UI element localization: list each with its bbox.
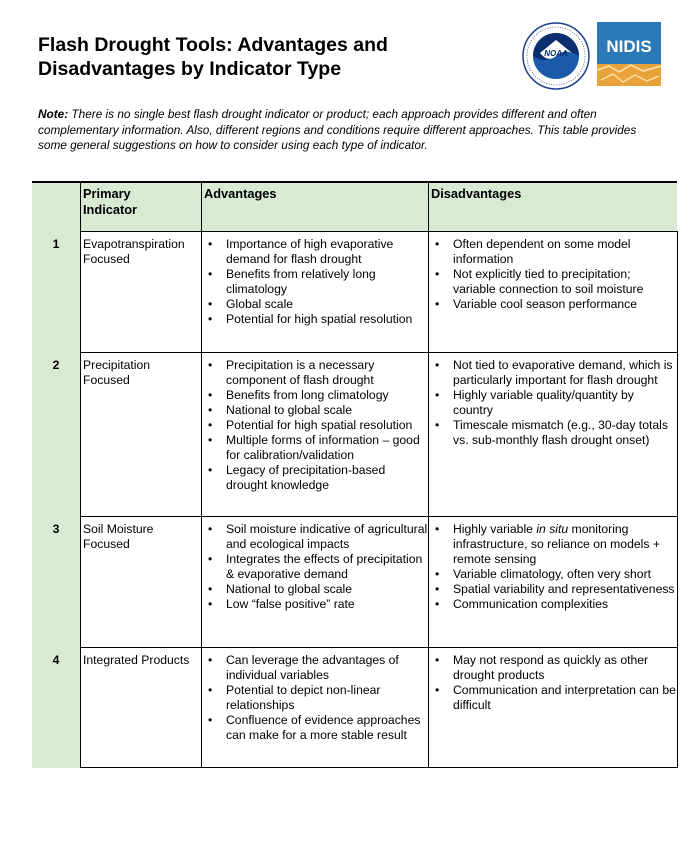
table-row	[32, 517, 677, 648]
list-item: • National to global scale	[202, 403, 428, 418]
header-disadvantages: Disadvantages	[429, 182, 678, 232]
list-item: • Timescale mismatch (e.g., 30-day totals vs. sub-monthly flash drought onset)	[429, 418, 677, 448]
list-item: • Highly variable quality/quantity by country	[429, 388, 677, 418]
row-number: 3	[32, 517, 81, 648]
header-primary-indicator: Primary Indicator	[81, 182, 202, 232]
row-disadvantages	[429, 648, 678, 768]
list-item: • Communication complexities	[429, 597, 677, 612]
list-item: • Potential to depict non-linear relationships	[202, 683, 428, 713]
row-number: 4	[32, 648, 81, 768]
list-item: • Variable cool season performance	[429, 297, 677, 312]
list-item: • Potential for high spatial resolution	[202, 312, 428, 327]
list-item: • Highly variable in situ monitoring infrastructure, so reliance on models + remote sensing	[429, 522, 677, 567]
note-paragraph	[38, 107, 653, 154]
noaa-logo-text: NOAA	[544, 49, 568, 58]
list-item: • Multiple forms of information – good for calibration/validation	[202, 433, 428, 463]
nidis-logo-text: NIDIS	[606, 37, 652, 56]
list-item: • Low “false positive” rate	[202, 597, 428, 612]
list-item: • May not respond as quickly as other drought products	[429, 653, 677, 683]
list-item: • Precipitation is a necessary component of flash drought	[202, 358, 428, 388]
list-item: • Global scale	[202, 297, 428, 312]
list-item: • Soil moisture indicative of agricultural and ecological impacts	[202, 522, 428, 552]
note-text: There is no single best flash drought indicator or product; each approach provides different and often complementary information. Also, different regions and conditions require different approaches. This table provides some general suggestions on how to consider using each type of indicator.	[38, 107, 637, 152]
noaa-logo	[522, 22, 590, 90]
list-item: • Can leverage the advantages of individual variables	[202, 653, 428, 683]
page-title	[38, 33, 478, 81]
table-row	[32, 648, 677, 768]
list-item: • Benefits from long climatology	[202, 388, 428, 403]
header-number-cell	[32, 182, 81, 232]
list-item: • Variable climatology, often very short	[429, 567, 677, 582]
list-item: • Not tied to evaporative demand, which is particularly important for flash drought	[429, 358, 677, 388]
header-advantages: Advantages	[202, 182, 429, 232]
title-line-1: Flash Drought Tools: Advantages and	[38, 34, 388, 56]
list-item: • Confluence of evidence approaches can make for a more stable result	[202, 713, 428, 743]
list-item: • Not explicitly tied to precipitation; variable connection to soil moisture	[429, 267, 677, 297]
list-item: • Benefits from relatively long climatology	[202, 267, 428, 297]
table-row	[32, 353, 677, 517]
row-disadvantages	[429, 517, 678, 648]
list-item: • Communication and interpretation can be difficult	[429, 683, 677, 713]
row-indicator: Integrated Products	[81, 648, 202, 768]
row-disadvantages	[429, 232, 678, 353]
row-advantages	[202, 232, 429, 353]
note-label: Note:	[38, 107, 69, 121]
list-item: • Legacy of precipitation-based drought knowledge	[202, 463, 428, 493]
nidis-logo	[597, 22, 661, 86]
table-row	[32, 232, 677, 353]
list-item: • Potential for high spatial resolution	[202, 418, 428, 433]
table-header-row	[32, 182, 677, 232]
list-item: • Often dependent on some model information	[429, 237, 677, 267]
row-indicator: Soil Moisture Focused	[81, 517, 202, 648]
list-item: • Integrates the effects of precipitation & evaporative demand	[202, 552, 428, 582]
title-line-2: Disadvantages by Indicator Type	[38, 58, 342, 80]
row-advantages	[202, 353, 429, 517]
list-item: • Spatial variability and representativeness	[429, 582, 677, 597]
row-number: 2	[32, 353, 81, 517]
row-advantages	[202, 517, 429, 648]
row-indicator: Evapotranspiration Focused	[81, 232, 202, 353]
list-item: • Importance of high evaporative demand for flash drought	[202, 237, 428, 267]
row-number: 1	[32, 232, 81, 353]
row-advantages	[202, 648, 429, 768]
row-indicator: Precipitation Focused	[81, 353, 202, 517]
indicator-table	[32, 181, 678, 768]
row-disadvantages	[429, 353, 678, 517]
list-item: • National to global scale	[202, 582, 428, 597]
